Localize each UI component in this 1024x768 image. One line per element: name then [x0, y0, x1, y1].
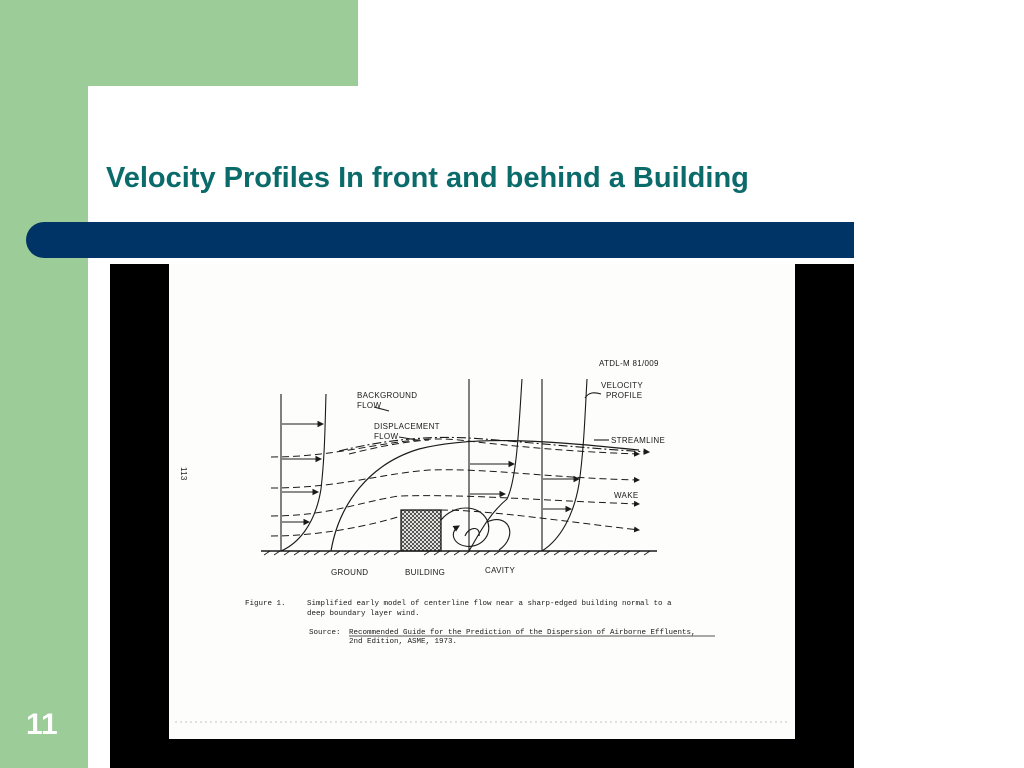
- label-wake: WAKE: [614, 491, 639, 500]
- page-number: 11: [26, 708, 58, 741]
- downstream-velocity-profile: [542, 379, 587, 551]
- background-streamlines: [271, 439, 639, 536]
- margin-mark: 113: [179, 467, 188, 481]
- building: [401, 510, 441, 551]
- label-displacement-flow-2: FLOW: [374, 432, 399, 441]
- label-velocity-profile-2: PROFILE: [606, 391, 643, 400]
- doc-id: ATDL-M 81/009: [599, 359, 659, 368]
- label-velocity-profile-1: VELOCITY: [601, 381, 643, 390]
- caption-line-2: deep boundary layer wind.: [307, 610, 420, 618]
- label-ground: GROUND: [331, 568, 369, 577]
- cavity-vortex: [441, 508, 510, 550]
- caption-line-1: Simplified early model of centerline flow near a sharp-edged building normal to a: [307, 600, 672, 608]
- label-streamline: STREAMLINE: [611, 436, 666, 445]
- caption-source-label: Source:: [309, 629, 341, 637]
- label-building: BUILDING: [405, 568, 446, 577]
- flow-diagram: [169, 264, 795, 739]
- title-underline-bar: [26, 222, 854, 258]
- label-background-flow-1: BACKGROUND: [357, 391, 418, 400]
- displacement-boundary: [331, 441, 639, 551]
- green-top-band: [0, 0, 358, 86]
- upstream-velocity-profile: [281, 394, 326, 551]
- slide-title: Velocity Profiles In front and behind a Building: [106, 162, 749, 194]
- caption-source-line-1: Recommended Guide for the Prediction of the Dispersion of Airborne Effluents,: [349, 629, 696, 637]
- label-background-flow-2: FLOW: [357, 401, 382, 410]
- caption-source-line-2: 2nd Edition, ASME, 1973.: [349, 638, 458, 646]
- scanned-figure: [169, 264, 795, 739]
- green-sidebar: [0, 0, 88, 768]
- label-displacement-flow-1: DISPLACEMENT: [374, 422, 440, 431]
- mid-velocity-profile: [469, 379, 522, 551]
- caption-figure-label: Figure 1.: [245, 600, 286, 608]
- velocity-profile-leader: [585, 393, 601, 398]
- label-cavity: CAVITY: [485, 566, 516, 575]
